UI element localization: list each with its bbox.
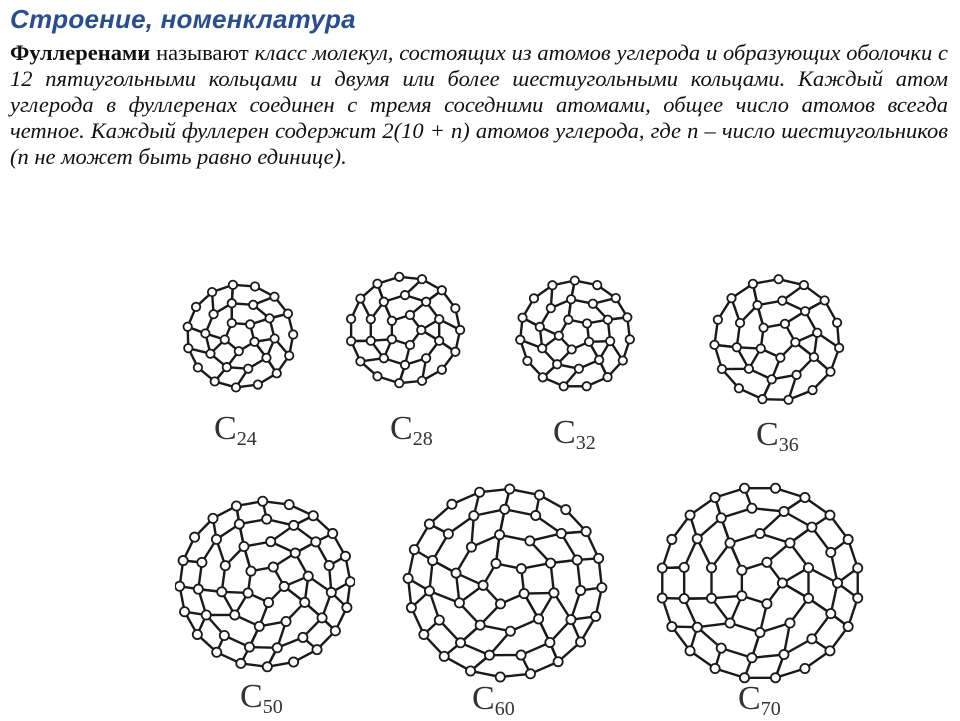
formula-subscript: 24 bbox=[237, 428, 257, 450]
formula-subscript: 28 bbox=[413, 428, 433, 450]
formula-element: C bbox=[553, 414, 576, 451]
molecule-diagram-c28 bbox=[340, 264, 470, 399]
formula-c60 bbox=[472, 680, 515, 721]
formula-subscript: 70 bbox=[761, 698, 781, 720]
formula-c24 bbox=[214, 410, 257, 451]
formula-c36 bbox=[756, 416, 799, 457]
formula-c32 bbox=[553, 414, 596, 455]
paragraph-body: класс молекул, состоящих из атомов углерода и образующих оболочки с 12 пятиугольными кольцами и двумя или более шестиугольными кольцами. Каждый атом углерода в фуллеренах соединен с тремя соседними атомами, общее число атомов всегда четное. Каждый фуллерен содержит 2(10 + n) атомов углерода, где n – число шестиугольников (n не может быть равно единице). bbox=[10, 40, 948, 169]
molecule-diagram-c24 bbox=[170, 272, 310, 402]
molecule-diagram-c32 bbox=[510, 268, 640, 403]
formula-c50 bbox=[240, 678, 283, 719]
formula-element: C bbox=[214, 410, 237, 447]
formula-element: C bbox=[756, 416, 779, 453]
term-fullerenes: Фуллеренами bbox=[10, 40, 150, 65]
paragraph-lead: называют bbox=[150, 40, 254, 65]
formula-c70 bbox=[738, 680, 781, 721]
formula-c28 bbox=[390, 410, 433, 451]
molecule-diagram-c50 bbox=[175, 484, 355, 684]
molecule-diagram-c36 bbox=[690, 272, 865, 412]
slide-title: Строение, номенклатура bbox=[10, 4, 356, 35]
formula-subscript: 36 bbox=[779, 434, 799, 456]
formula-subscript: 32 bbox=[576, 432, 596, 454]
formula-element: C bbox=[390, 410, 413, 447]
formula-element: C bbox=[472, 680, 495, 717]
definition-paragraph bbox=[10, 40, 948, 170]
formula-element: C bbox=[738, 680, 761, 717]
formula-element: C bbox=[240, 678, 263, 715]
formula-subscript: 50 bbox=[263, 696, 283, 718]
molecule-diagram-c60 bbox=[395, 480, 615, 686]
molecule-diagram-c70 bbox=[645, 480, 875, 686]
fullerene-figures bbox=[0, 258, 960, 720]
formula-subscript: 60 bbox=[495, 698, 515, 720]
